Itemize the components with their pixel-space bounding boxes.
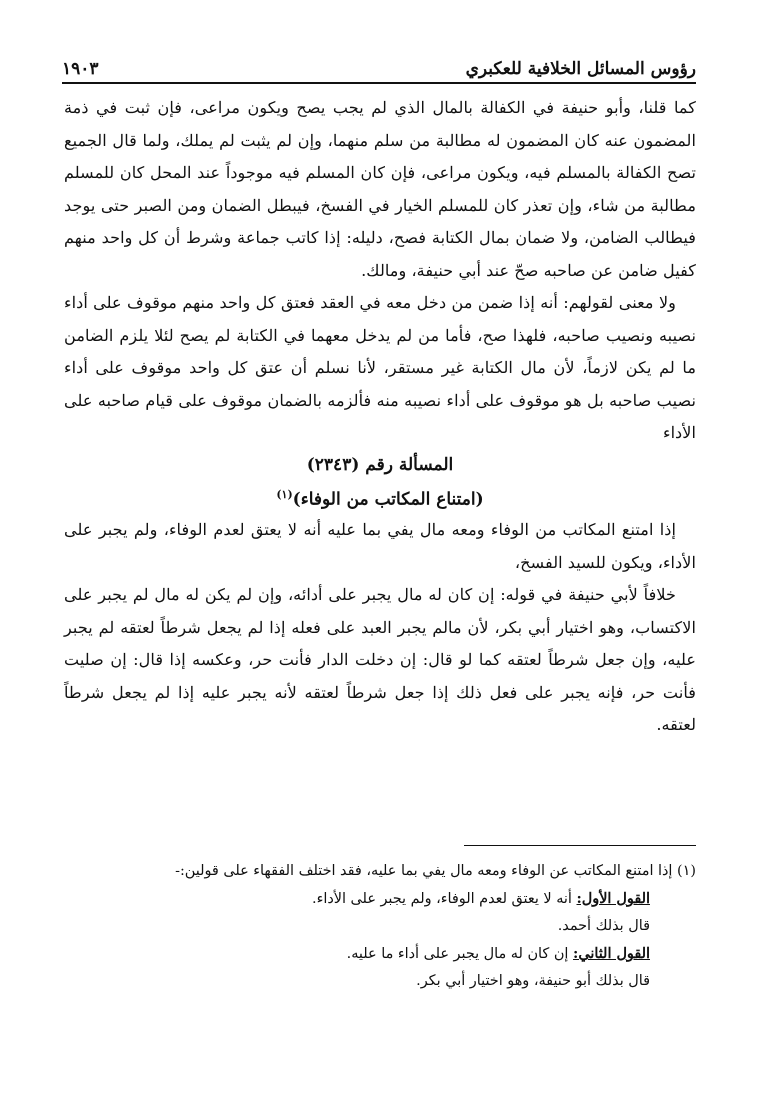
footnote-opinion-1 (64, 885, 696, 913)
footnote-opinion-1-source: قال بذلك أحمد. (557, 918, 650, 934)
running-title: رؤوس المسائل الخلافية للعكبري (465, 59, 696, 79)
paragraph-2: ولا معنى لقولهم: أنه إذا ضمن من دخل معه في العقد فعتق كل واحد منهم موقوف على أداء نصيبه ونصيب صاحبه، فلهذا صح، فأما من لم يدخل معهما في الكتابة لم يصح لئلا يلزم الضامن ما لم يكن لازماً، لأن مال الكتابة غير مستقر، لأنا نسلم أن عتق كل واحد موقوف على أداء نصيب صاحبه بل هو موقوف على أداء نصيبه منه فألزمه بالضمان موقوف على قيام صاحبه على الأداء (64, 293, 696, 442)
issue-number-heading: المسألة رقم (٢٣٤٣) (306, 454, 454, 475)
paragraph-4: خلافاً لأبي حنيفة في قوله: إن كان له مال يجبر على أدائه، وإن لم يكن له مال لم يجبر على الاكتساب، وهو اختيار أبي بكر، لأن مالم يجبر العبد على فعله إذا لم يجعل شرطاً لعتقه لم يجبر عليه، وإن جعل شرطاً لعتقه كما لو قال: إن دخلت الدار فأنت حر، وعكسه إذا قال: إن صليت فأنت حر، فإنه يجبر على فعل ذلك إذا جعل شرطاً لعتقه لأنه يجبر عليه إذا لم يجعل شرطاً لعتقه. (64, 585, 696, 735)
opinion-2-label: القول الثاني: (573, 945, 650, 962)
paragraph-1: كما قلنا، وأبو حنيفة في الكفالة بالمال الذي لم يجب يصح ويكون مراعى، فإن ثبت في ذمة المضمون عنه كان المضمون له مطالبة من سلم منهما، وإن لم يثبت لم يملك، ولما قال الجميع تصح الكفالة بالمسلم فيه، ويكون مراعى، فإن كان المسلم فيه موجوداً عند المحل كان للمسلم مطالبة من شاء، وإن تعذر كان للمسلم الخيار في الفسخ، فيبطل الضمان ومن الصبر حتى يوجد فيطالب الضامن، ولا ضمان بمال الكتابة فصح، دليله: إذا كاتب جماعة وشرط أن كل واحد منهم كفيل ضامن عن صاحبه صحّ عند أبي حنيفة، ومالك. (64, 98, 696, 280)
opinion-1-text: أنه لا يعتق لعدم الوفاء، ولم يجبر على الأداء. (312, 891, 572, 907)
opinion-2-text: إن كان له مال يجبر على أداء ما عليه. (346, 946, 569, 962)
page-number: ١٩٠٣ (62, 59, 99, 79)
paragraph-3: إذا امتنع المكاتب من الوفاء ومعه مال يفي بما عليه أنه لا يعتق لعدم الوفاء، ولم يجبر على الأداء، ويكون للسيد الفسخ، (64, 520, 696, 572)
footnote-intro-text: إذا امتنع المكاتب عن الوفاء ومعه مال يفي بما عليه، فقد اختلف الفقهاء على قولين:- (175, 863, 673, 879)
opinion-1-label: القول الأول: (576, 890, 650, 907)
footnote-ref: (١) (276, 487, 293, 501)
footnote-separator (464, 845, 696, 846)
issue-title-heading (64, 480, 696, 515)
page-header (62, 50, 696, 84)
footnote-number: (١) (677, 863, 696, 879)
footnote-opinion-2-source: قال بذلك أبو حنيفة، وهو اختيار أبي بكر. (416, 973, 650, 989)
main-text (64, 92, 696, 742)
issue-title: (امتناع المكاتب من الوفاء) (292, 489, 484, 510)
footnote-opinion-2 (64, 940, 696, 968)
footnote-intro (64, 858, 696, 885)
footnotes (64, 858, 696, 995)
